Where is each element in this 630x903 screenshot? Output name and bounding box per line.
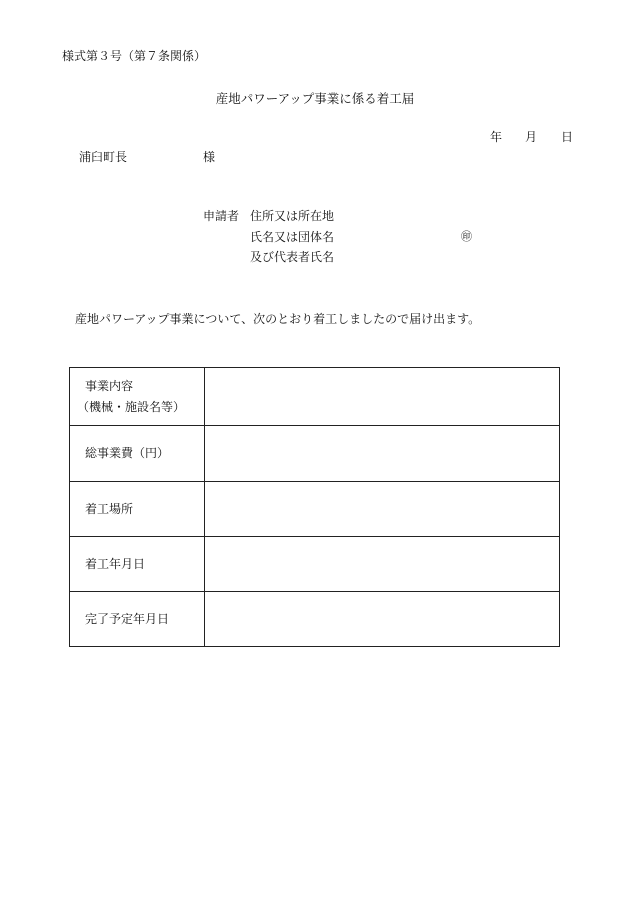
- row-label-start-date: 着工年月日: [70, 537, 205, 592]
- addressee-honorific: 様: [203, 150, 216, 164]
- applicant-label: 申請者: [203, 209, 240, 223]
- table-row: [70, 368, 560, 426]
- table-row: [70, 592, 560, 647]
- row-label-construction-site: 着工場所: [70, 482, 205, 537]
- applicant-name-label: 氏名又は団体名: [250, 230, 335, 244]
- applicant-address-label: 住所又は所在地: [250, 209, 335, 223]
- row-label-project-content: [70, 368, 205, 426]
- form-number: 様式第３号（第７条関係）: [62, 49, 207, 63]
- table-row: [70, 426, 560, 482]
- seal-mark: ㊞: [461, 230, 472, 243]
- row-label-total-cost: 総事業費（円）: [70, 426, 205, 482]
- table-row: [70, 482, 560, 537]
- row-label-line: 事業内容: [85, 379, 134, 394]
- row-value-project-content: [205, 368, 560, 426]
- body-text: 産地パワーアップ事業について、次のとおり着工しましたので届け出ます。: [75, 312, 481, 326]
- date-year-label: 年: [490, 130, 503, 144]
- row-value-construction-site: [205, 482, 560, 537]
- row-value-completion-date: [205, 592, 560, 647]
- row-value-total-cost: [205, 426, 560, 482]
- addressee-name: 浦臼町長: [79, 150, 128, 164]
- date-day-label: 日: [561, 130, 574, 144]
- row-label-line: （機械・施設名等）: [77, 399, 186, 414]
- details-table: [69, 367, 560, 647]
- date-month-label: 月: [525, 130, 538, 144]
- table-row: [70, 537, 560, 592]
- applicant-representative-label: 及び代表者氏名: [250, 250, 335, 264]
- document-title: 産地パワーアップ事業に係る着工届: [215, 91, 415, 106]
- row-label-completion-date: 完了予定年月日: [70, 592, 205, 647]
- row-value-start-date: [205, 537, 560, 592]
